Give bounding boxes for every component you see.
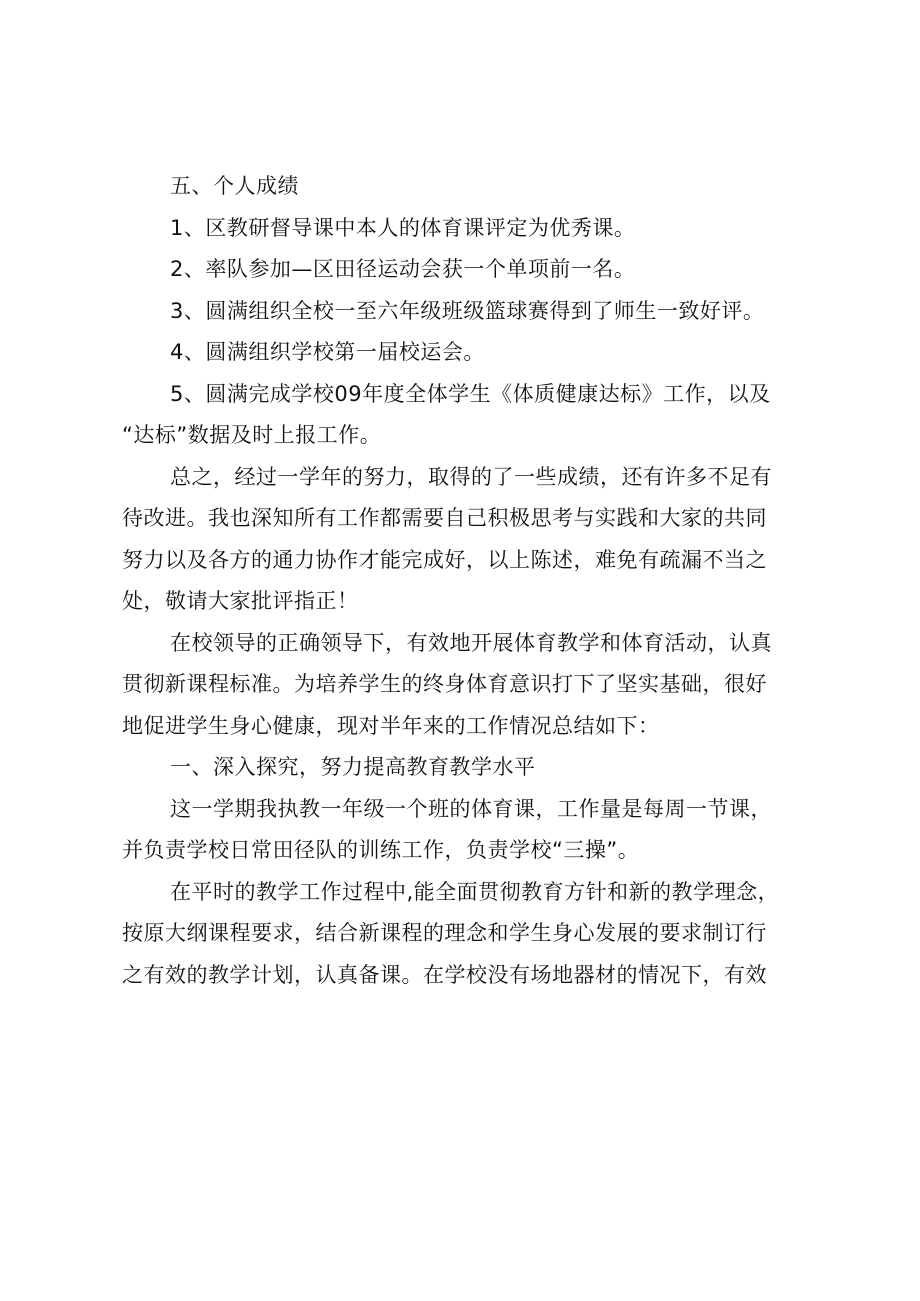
text-line: 贯彻新课程标准。为培养学生的终身体育意识打下了坚实基础，很好: [122, 672, 767, 696]
workload-paragraph: [122, 789, 832, 872]
teaching-process-paragraph: [122, 872, 832, 997]
text-line: 4、圆满组织学校第一届校运会。: [170, 340, 485, 364]
achievement-item-2: [122, 249, 832, 291]
text-line: 在校领导的正确领导下，有效地开展体育教学和体育活动，认真: [170, 630, 772, 655]
text-line: 3、圆满组织全校一至六年级班级篮球赛得到了师生一致好评。: [170, 298, 765, 323]
text-line: 一、深入探究，努力提高教育教学水平: [170, 755, 536, 779]
text-line: 在平时的教学工作过程中,能全面贯彻教育方针和新的教学理念，: [170, 879, 780, 904]
section-heading-personal-achievements: [122, 166, 832, 208]
text-line: 5、圆满完成学校09年度全体学生《体质健康达标》工作，以及: [170, 381, 771, 406]
text-line: “达标”数据及时上报工作。: [122, 423, 382, 447]
text-line: 地促进学生身心健康，现对半年来的工作情况总结如下：: [122, 713, 660, 738]
text-line: 努力以及各方的通力协作才能完成好，以上陈述，难免有疏漏不当之: [122, 547, 767, 572]
summary-paragraph: [122, 457, 832, 623]
achievement-item-5: [122, 374, 832, 457]
achievement-item-3: [122, 291, 832, 333]
section-heading-teaching: [122, 747, 832, 789]
text-line: 这一学期我执教一年级一个班的体育课，工作量是每周一节课，: [170, 796, 772, 821]
text-line: 总之，经过一学年的努力，取得的了一些成绩，还有许多不足有: [170, 464, 772, 489]
text-line: 五、个人成绩: [170, 174, 299, 198]
text-line: 处，敬请大家批评指正！: [122, 589, 359, 613]
intro-paragraph: [122, 623, 832, 748]
text-line: 之有效的教学计划，认真备课。在学校没有场地器材的情况下，有效: [122, 962, 767, 987]
document-body: [122, 166, 832, 996]
text-line: 待改进。我也深知所有工作都需要自己积极思考与实践和大家的共同: [122, 506, 767, 530]
achievement-item-1: [122, 208, 832, 250]
text-line: 1、区教研督导课中本人的体育课评定为优秀课。: [170, 215, 636, 240]
achievement-item-4: [122, 332, 832, 374]
text-line: 并负责学校日常田径队的训练工作，负责学校“三操”。: [122, 838, 640, 862]
text-line: 2、率队参加—区田径运动会获一个单项前一名。: [170, 257, 636, 281]
text-line: 按原大纲课程要求，结合新课程的理念和学生身心发展的要求制订行: [122, 921, 767, 945]
